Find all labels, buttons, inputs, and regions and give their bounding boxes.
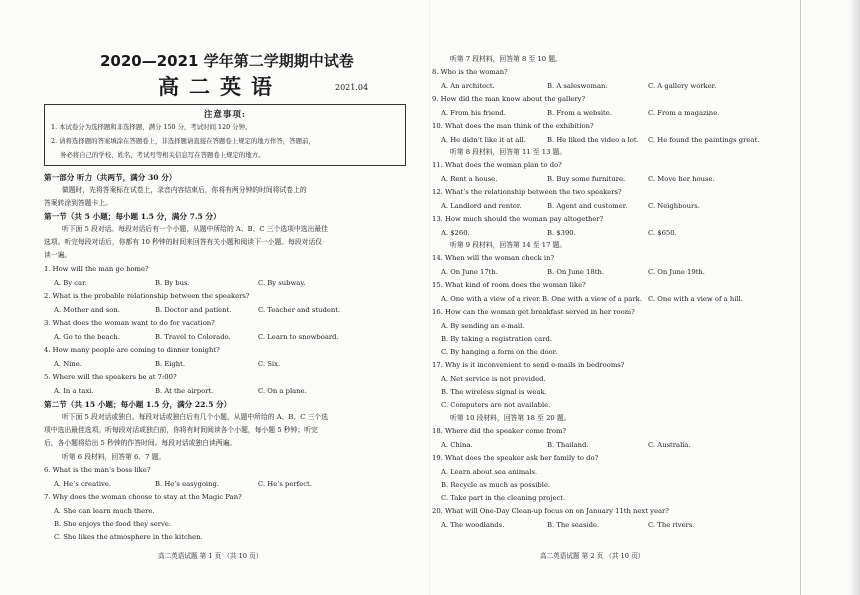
option-c: C. Teacher and student.	[258, 306, 341, 314]
option-b: B. Buy some furniture.	[547, 175, 626, 183]
option-c: C. From a magazine.	[648, 109, 720, 117]
option-a: A. The woodlands.	[441, 521, 505, 529]
option-c: C. Learn to snowboard.	[258, 333, 339, 341]
option-a: A. He didn’t like it at all.	[441, 136, 526, 144]
material-6: 听第 6 段材料，回答第 6、7 题。	[62, 453, 166, 461]
option-b: B. Thailand.	[547, 441, 589, 449]
option-c: C. Neighbours.	[648, 202, 700, 210]
option-a: A. She can learn much there.	[54, 507, 155, 515]
question-8: 8. Who is the woman?	[432, 68, 508, 76]
option-b: B. The wireless signal is weak.	[441, 388, 547, 396]
option-c: C. On June 19th.	[648, 268, 705, 276]
option-b: B. $390.	[547, 229, 576, 237]
question-6: 6. What is the man’s boss like?	[44, 466, 151, 474]
section1-intro-line: 选项。听完每段对话后，你都有 10 秒钟的时间来回答有关小题和阅读下一小题。每段对话仅	[44, 238, 323, 246]
question-19: 19. What does the speaker ask her family to do?	[432, 454, 599, 462]
page-footer: 高二英语试题 第 2 页 （共 10 页）	[540, 552, 645, 560]
section1-heading: 第一节（共 5 小题；每小题 1.5 分，满分 7.5 分）	[44, 212, 221, 221]
page-edge-shadow	[850, 0, 860, 595]
option-a: A. Net service is not provided.	[441, 375, 546, 383]
question-17: 17. Why is it inconvenient to send e-mails in bedrooms?	[432, 361, 625, 369]
option-b: B. From a website.	[547, 109, 612, 117]
page-footer: 高二英语试题 第 1 页 （共 10 页）	[158, 552, 263, 560]
option-c: C. Australia.	[648, 441, 691, 449]
material-8: 听第 8 段材料，回答第 11 至 13 题。	[450, 148, 567, 156]
option-a: A. Learn about sea animals.	[441, 468, 538, 476]
option-a: A. One with a view of a river.	[441, 295, 541, 303]
option-b: B. At the airport.	[155, 387, 214, 395]
option-b: B. Agent and customer.	[547, 202, 628, 210]
option-a: A. An architect.	[441, 82, 495, 90]
scan-edge-line	[800, 0, 801, 595]
notice-line: 务必将自己的学校、姓名、考试号等相关信息写在答题卷上规定的地方。	[60, 151, 265, 159]
option-a: A. Nine.	[54, 360, 82, 368]
option-c: C. Move her house.	[648, 175, 715, 183]
option-b: B. Eight.	[155, 360, 186, 368]
option-c: C. By hanging a form on the door.	[441, 348, 558, 356]
question-12: 12. What’s the relationship between the two speakers?	[432, 188, 622, 196]
exam-title: 2020—2021 学年第二学期期中试卷	[100, 52, 354, 70]
option-a: A. By sending an e-mail.	[441, 322, 525, 330]
option-b: B. A saleswoman.	[547, 82, 608, 90]
option-a: A. Mother and son.	[54, 306, 120, 314]
exam-date: 2021.04	[335, 83, 369, 92]
part1-intro-line: 做题时，先将答案标在试卷上，录音内容结束后，你将有两分钟的时间将试卷上的	[62, 186, 307, 194]
question-5: 5. Where will the speakers be at 7:00?	[44, 373, 177, 381]
option-b: B. By bus.	[155, 279, 190, 287]
section2-heading: 第二节（共 15 小题；每小题 1.5 分，满分 22.5 分）	[44, 400, 232, 409]
part1-heading: 第一部分 听力（共两节，满分 30 分）	[44, 173, 177, 182]
option-b: B. On June 18th.	[547, 268, 605, 276]
section1-intro-line: 读一遍。	[44, 251, 72, 259]
option-b: B. He’s easygoing.	[155, 480, 219, 488]
option-a: A. $260.	[441, 229, 470, 237]
option-b: B. By taking a registration card.	[441, 335, 552, 343]
question-9: 9. How did the man know about the gallery?	[432, 95, 586, 103]
question-15: 15. What kind of room does the woman like?	[432, 281, 586, 289]
option-b: B. Doctor and patient.	[155, 306, 232, 314]
question-20: 20. What will One-Day Clean-up focus on on January 11th next year?	[432, 507, 669, 515]
option-a: A. By car.	[54, 279, 87, 287]
option-c: C. By subway.	[258, 279, 306, 287]
section1-intro-line: 听下面 5 段对话。每段对话后有一个小题，从题中所给的 A、B、C 三个选项中选出最佳	[62, 225, 328, 233]
option-b: B. One with a view of a park.	[542, 295, 642, 303]
page-2	[430, 0, 860, 595]
section2-intro-line: 后，各小题将给出 5 秒钟的作答时间。每段对话或独白读两遍。	[44, 439, 237, 447]
question-7: 7. Why does the woman choose to stay at the Magic Pan?	[44, 493, 242, 501]
option-a: A. He’s creative.	[54, 480, 112, 488]
option-c: C. Computers are not available.	[441, 401, 551, 409]
option-b: B. She enjoys the food they serve.	[54, 520, 172, 528]
option-a: A. On June 17th.	[441, 268, 498, 276]
question-2: 2. What is the probable relationship between the speakers?	[44, 292, 250, 300]
notice-line: 2. 请将选择题的答案填涂在答题卷上，非选择题请直接在答题卷上规定的地方作答，答题前，	[51, 137, 315, 145]
question-11: 11. What does the woman plan to do?	[432, 161, 562, 169]
question-4: 4. How many people are coming to dinner tonight?	[44, 346, 220, 354]
notice-line: 1. 本试卷分为选择题和非选择题，满分 150 分，考试时间 120 分钟。	[51, 123, 252, 131]
option-c: C. He’s perfect.	[258, 480, 312, 488]
option-b: B. Recycle as much as possible.	[441, 481, 551, 489]
notice-box	[44, 104, 406, 166]
option-c: C. On a plane.	[258, 387, 307, 395]
question-18: 18. Where did the speaker come from?	[432, 427, 567, 435]
material-7: 听第 7 段材料，回答第 8 至 10 题。	[450, 55, 562, 63]
option-c: C. The rivers.	[648, 521, 695, 529]
option-a: A. In a taxi.	[54, 387, 94, 395]
part1-intro-line: 答案转涂到答题卡上。	[44, 199, 112, 207]
option-a: A. Rent a house.	[441, 175, 498, 183]
option-b: B. Travel to Colorado.	[155, 333, 231, 341]
section2-intro-line: 听下面 5 段对话或独白。每段对话或独白后有几个小题，从题中所给的 A、B、C 三个选	[62, 413, 328, 421]
option-c: C. She likes the atmosphere in the kitchen.	[54, 533, 203, 541]
option-a: A. Landlord and renter.	[441, 202, 522, 210]
option-a: A. Go to the beach.	[54, 333, 120, 341]
section2-intro-line: 项中选出最佳选项。听每段对话或独白前，你将有时间阅读各个小题，每小题 5 秒钟；听完	[44, 426, 318, 434]
question-1: 1. How will the man go home?	[44, 265, 149, 273]
question-3: 3. What does the woman want to do for vacation?	[44, 319, 215, 327]
option-c: C. $650.	[648, 229, 677, 237]
question-13: 13. How much should the woman pay altogether?	[432, 215, 604, 223]
notice-title: 注意事项:	[203, 110, 247, 120]
subject-title: 高二英语	[158, 75, 282, 99]
question-10: 10. What does the man think of the exhibition?	[432, 122, 594, 130]
option-c: C. He found the paintings great.	[648, 136, 760, 144]
material-10: 听第 10 段材料，回答第 18 至 20 题。	[450, 414, 571, 422]
option-b: B. The seaside.	[547, 521, 600, 529]
option-b: B. He liked the video a lot.	[547, 136, 639, 144]
material-9: 听第 9 段材料，回答第 14 至 17 题。	[450, 241, 567, 249]
option-a: A. China.	[441, 441, 473, 449]
option-c: C. Take part in the cleaning project.	[441, 494, 566, 502]
option-a: A. From his friend.	[441, 109, 506, 117]
question-16: 16. How can the woman get breakfast served in her room?	[432, 308, 635, 316]
question-14: 14. When will the woman check in?	[432, 254, 555, 262]
option-c: C. Six.	[258, 360, 281, 368]
option-c: C. A gallery worker.	[648, 82, 717, 90]
option-c: C. One with a view of a hill.	[648, 295, 743, 303]
